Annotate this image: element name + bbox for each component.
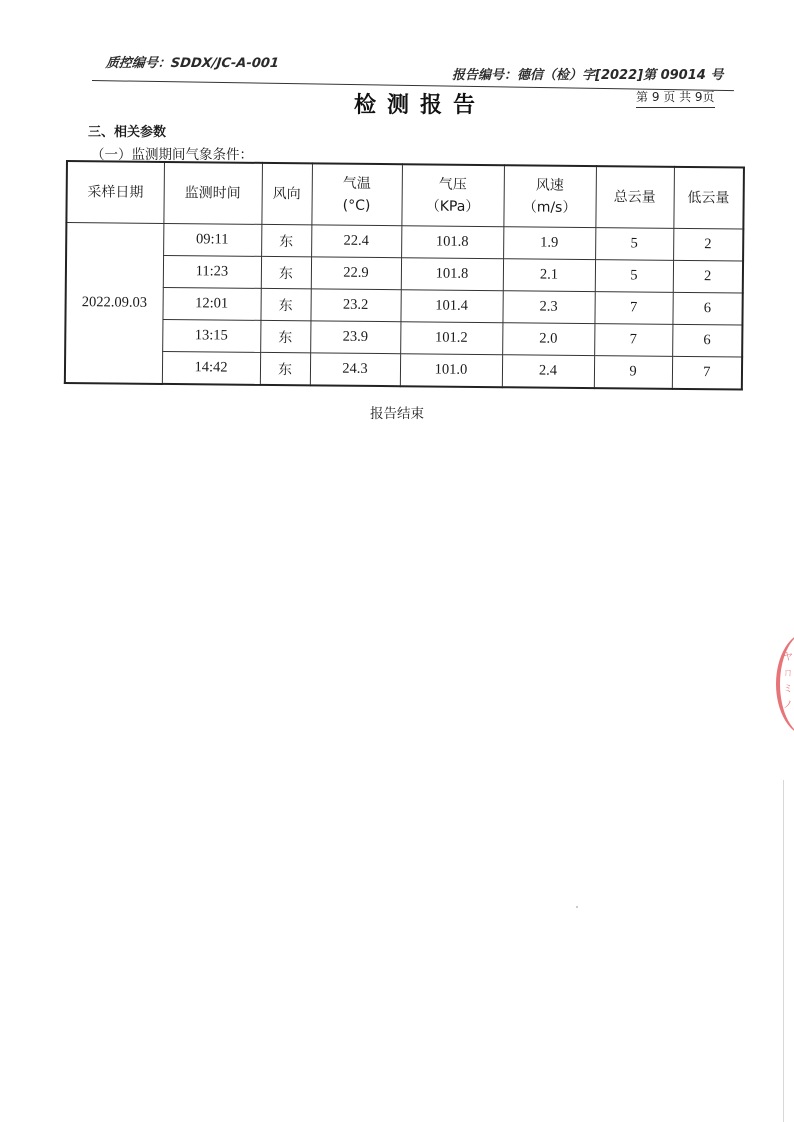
sampling-date-cell: 2022.09.03	[65, 223, 164, 384]
low-cloud-cell: 2	[673, 228, 743, 261]
low-cloud-cell: 6	[672, 324, 742, 357]
time-cell: 14:42	[162, 351, 260, 384]
table-header-row	[66, 161, 744, 229]
wind-direction-cell: 东	[260, 320, 310, 352]
header-temperature: 气温 (°C)	[311, 163, 402, 225]
section-heading: 三、相关参数	[88, 125, 167, 140]
page-edge-line	[783, 780, 784, 1122]
low-cloud-cell: 2	[673, 260, 743, 293]
header-wind-direction: 风向	[261, 163, 312, 225]
table-row	[65, 351, 742, 390]
wind-speed-cell: 2.3	[502, 291, 594, 324]
scan-speck	[576, 906, 578, 908]
weather-table-wrapper	[64, 160, 745, 391]
wind-speed-cell: 2.0	[502, 323, 594, 356]
weather-table	[64, 160, 745, 391]
subsection-heading: （一）监测期间气象条件：	[91, 147, 253, 163]
time-cell: 13:15	[162, 319, 260, 352]
page-info: 第 9 页 共 9页	[636, 88, 715, 108]
low-cloud-cell: 6	[672, 292, 742, 325]
wind-direction-cell: 东	[261, 256, 311, 288]
pressure-cell: 101.8	[401, 226, 503, 259]
temperature-cell: 24.3	[310, 353, 400, 386]
low-cloud-cell: 7	[672, 356, 742, 389]
wind-speed-cell: 1.9	[503, 227, 595, 260]
total-cloud-cell: 7	[594, 292, 672, 325]
time-cell: 11:23	[163, 255, 261, 288]
header-pressure: 气压 （KPa）	[401, 164, 504, 226]
time-cell: 09:11	[163, 223, 261, 256]
header-low-cloud: 低云量	[673, 167, 744, 229]
temperature-cell: 22.4	[311, 225, 401, 258]
header-wind-speed: 风速 （m/s）	[503, 165, 596, 227]
total-cloud-cell: 7	[594, 324, 672, 357]
header-total-cloud: 总云量	[595, 166, 674, 228]
wind-speed-cell: 2.1	[503, 259, 595, 292]
total-cloud-cell: 5	[595, 260, 673, 293]
temperature-cell: 23.9	[310, 321, 400, 354]
temperature-cell: 23.2	[310, 289, 400, 322]
pressure-cell: 101.4	[400, 290, 502, 323]
report-number: 报告编号：德信（检）字[2022]第 09014 号	[452, 68, 724, 83]
report-end-text: 报告结束	[370, 406, 424, 422]
wind-direction-cell: 东	[260, 288, 310, 320]
report-title: 检测报告	[354, 93, 487, 118]
pressure-cell: 101.8	[401, 258, 503, 291]
pressure-cell: 101.2	[400, 322, 502, 355]
total-cloud-cell: 9	[594, 356, 672, 389]
qc-number: 质控编号：SDDX/JC-A-001	[105, 56, 280, 71]
header-monitor-time: 监测时间	[163, 162, 262, 224]
wind-speed-cell: 2.4	[502, 355, 594, 388]
seal-stamp-edge	[776, 632, 794, 736]
seal-glyphs: ヤ ㄇ ミ ノ	[783, 652, 793, 711]
time-cell: 12:01	[162, 287, 260, 320]
wind-direction-cell: 东	[260, 352, 310, 385]
total-cloud-cell: 5	[595, 228, 673, 261]
wind-direction-cell: 东	[261, 224, 311, 256]
pressure-cell: 101.0	[400, 354, 502, 387]
temperature-cell: 22.9	[311, 257, 401, 290]
header-sampling-date: 采样日期	[66, 161, 164, 223]
